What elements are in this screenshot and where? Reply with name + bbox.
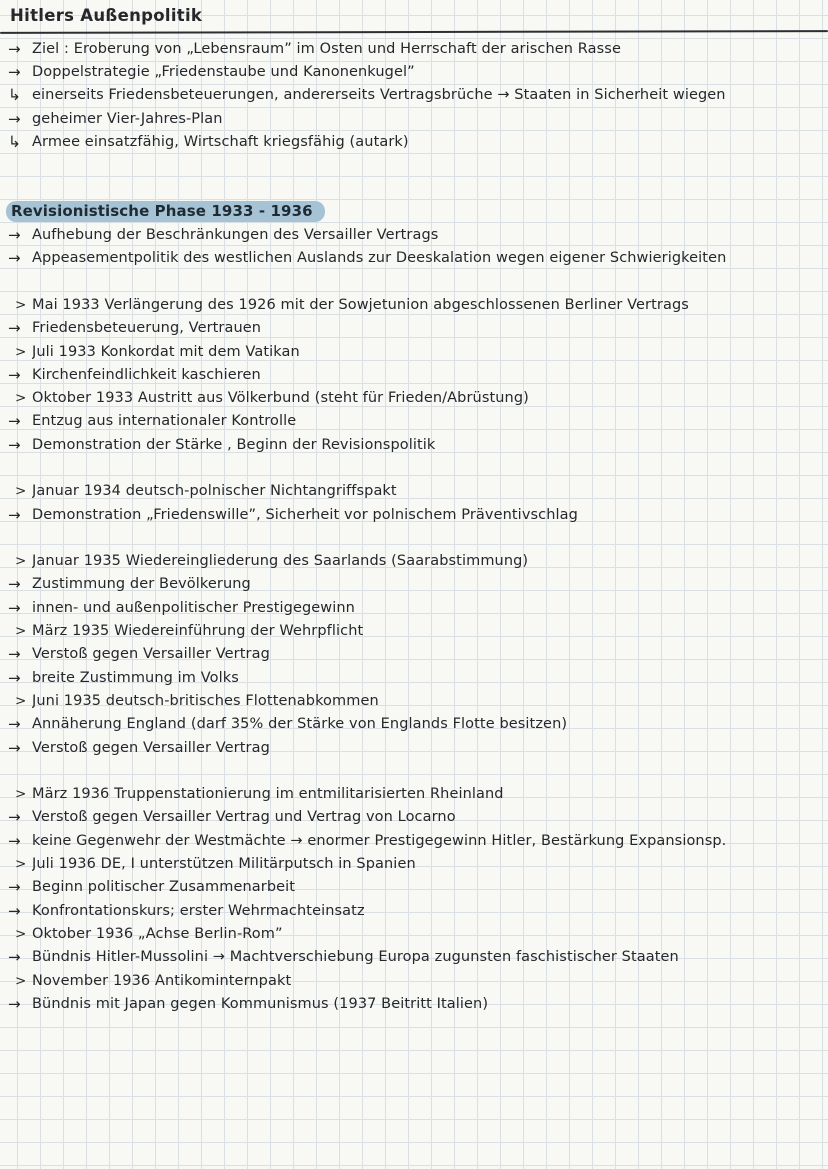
line-text: Mai 1933 Verlängerung des 1926 mit der Sowjetunion abgeschlossenen Berliner Vertrags <box>32 296 689 313</box>
section-heading <box>8 200 826 223</box>
arrow-marker: → <box>8 575 21 594</box>
arrow-marker: → <box>8 435 21 454</box>
line-text: Juni 1935 deutsch-britisches Flottenabkommen <box>32 692 379 709</box>
note-line <box>8 550 826 573</box>
note-line <box>8 992 826 1015</box>
line-text: Verstoß gegen Versailler Vertrag <box>32 646 270 663</box>
arrow-marker: → <box>8 249 21 268</box>
note-line <box>8 969 826 992</box>
event-marker: > <box>15 390 27 407</box>
note-line <box>8 713 826 736</box>
note-line <box>8 410 826 433</box>
note-line <box>8 433 826 456</box>
arrow-marker: → <box>8 715 21 734</box>
arrow-marker: → <box>8 598 21 617</box>
arrow-marker: → <box>8 412 21 431</box>
arrow-marker: → <box>8 365 21 384</box>
line-text: Entzug aus internationaler Kontrolle <box>32 413 297 430</box>
note-line <box>8 573 826 596</box>
event-marker: > <box>15 296 27 313</box>
note-line <box>8 60 826 83</box>
event-marker: > <box>15 483 27 500</box>
note-line <box>8 922 826 945</box>
blank-line <box>8 456 826 479</box>
note-line <box>8 596 826 619</box>
note-line <box>8 317 826 340</box>
arrow-marker: → <box>8 948 21 967</box>
arrow-marker: → <box>8 109 21 128</box>
note-line <box>8 223 826 246</box>
note-line <box>8 852 826 875</box>
line-text: Bündnis Hitler-Mussolini → Machtverschiebung Europa zugunsten faschistischer Staaten <box>32 949 679 966</box>
event-marker: > <box>15 692 27 709</box>
line-text: Ziel : Eroberung von „Lebensraum” im Osten und Herrschaft der arischen Rasse <box>32 40 621 57</box>
note-line <box>8 293 826 316</box>
note-line <box>8 107 826 130</box>
note-line <box>8 386 826 409</box>
line-text: Armee einsatzfähig, Wirtschaft kriegsfähig (autark) <box>32 133 409 150</box>
note-line <box>8 480 826 503</box>
note-lines <box>8 37 826 1015</box>
note-line <box>8 689 826 712</box>
note-line <box>8 619 826 642</box>
line-text: Demonstration der Stärke , Beginn der Revisionspolitik <box>32 436 436 453</box>
note-line <box>8 946 826 969</box>
arrow-marker: → <box>8 505 21 524</box>
arrow-marker: → <box>8 226 21 245</box>
arrow-marker: → <box>8 994 21 1013</box>
line-text: innen- und außenpolitischer Prestigegewinn <box>32 599 355 616</box>
arrow-marker: → <box>8 901 21 920</box>
note-line <box>8 899 826 922</box>
heading-text: Revisionistische Phase 1933 - 1936 <box>6 201 325 222</box>
event-marker: > <box>15 343 27 360</box>
line-text: Konfrontationskurs; erster Wehrmachteinsatz <box>32 902 365 919</box>
event-marker: > <box>15 972 27 989</box>
line-text: Beginn politischer Zusammenarbeit <box>32 879 296 896</box>
arrow-marker: → <box>8 62 21 81</box>
blank-line <box>8 153 826 176</box>
line-text: Annäherung England (darf 35% der Stärke von Englands Flotte besitzen) <box>32 716 568 733</box>
blank-line <box>8 526 826 549</box>
sub-arrow-marker: ↳ <box>8 132 22 151</box>
event-marker: > <box>15 553 27 570</box>
event-marker: > <box>15 925 27 942</box>
note-line <box>8 503 826 526</box>
note-line <box>8 736 826 759</box>
line-text: Doppelstrategie „Friedenstaube und Kanonenkugel” <box>32 63 415 80</box>
note-line <box>8 340 826 363</box>
note-line <box>8 130 826 153</box>
line-text: geheimer Vier-Jahres-Plan <box>32 110 223 127</box>
note-line <box>8 806 826 829</box>
blank-line <box>8 177 826 200</box>
line-text: Verstoß gegen Versailler Vertrag <box>32 739 270 756</box>
note-line <box>8 783 826 806</box>
line-text: Friedensbeteuerung, Vertrauen <box>32 320 262 337</box>
line-text: Oktober 1936 „Achse Berlin-Rom” <box>32 925 283 942</box>
line-text: Aufhebung der Beschränkungen des Versailler Vertrags <box>32 227 439 244</box>
line-text: November 1936 Antikominternpakt <box>32 972 292 989</box>
arrow-marker: → <box>8 668 21 687</box>
note-line <box>8 666 826 689</box>
line-text: Juli 1933 Konkordat mit dem Vatikan <box>32 343 300 360</box>
note-line <box>8 84 826 107</box>
line-text: Demonstration „Friedenswille”, Sicherheit vor polnischem Präventivschlag <box>32 506 578 523</box>
line-text: einerseits Friedensbeteuerungen, andererseits Vertragsbrüche → Staaten in Sicherheit wiegen <box>32 87 726 104</box>
note-line <box>8 247 826 270</box>
line-text: Bündnis mit Japan gegen Kommunismus (1937 Beitritt Italien) <box>32 995 489 1012</box>
line-text: Januar 1934 deutsch-polnischer Nichtangriffspakt <box>32 483 397 500</box>
line-text: Januar 1935 Wiedereingliederung des Saarlands (Saarabstimmung) <box>32 553 529 570</box>
blank-line <box>8 270 826 293</box>
line-text: Oktober 1933 Austritt aus Völkerbund (steht für Frieden/Abrüstung) <box>32 390 529 407</box>
title-underline <box>0 30 828 34</box>
line-text: keine Gegenwehr der Westmächte → enormer Prestigegewinn Hitler, Bestärkung Expansionsp. <box>32 832 727 849</box>
line-text: Zustimmung der Bevölkerung <box>32 576 251 593</box>
sub-arrow-marker: ↳ <box>8 86 22 105</box>
note-line <box>8 876 826 899</box>
arrow-marker: → <box>8 878 21 897</box>
arrow-marker: → <box>8 738 21 757</box>
arrow-marker: → <box>8 39 21 58</box>
note-line <box>8 829 826 852</box>
arrow-marker: → <box>8 645 21 664</box>
line-text: Kirchenfeindlichkeit kaschieren <box>32 366 261 383</box>
note-line <box>8 643 826 666</box>
note-line <box>8 37 826 60</box>
arrow-marker: → <box>8 808 21 827</box>
event-marker: > <box>15 786 27 803</box>
line-text: Juli 1936 DE, I unterstützen Militärputsch in Spanien <box>32 856 416 873</box>
line-text: März 1935 Wiedereinführung der Wehrpflicht <box>32 623 364 640</box>
line-text: Appeasementpolitik des westlichen Auslands zur Deeskalation wegen eigener Schwierigkeiten <box>32 250 727 267</box>
line-text: Verstoß gegen Versailler Vertrag und Vertrag von Locarno <box>32 809 456 826</box>
event-marker: > <box>15 623 27 640</box>
page-title: Hitlers Außenpolitik <box>10 6 203 25</box>
event-marker: > <box>15 856 27 873</box>
arrow-marker: → <box>8 319 21 338</box>
arrow-marker: → <box>8 831 21 850</box>
blank-line <box>8 759 826 782</box>
note-line <box>8 363 826 386</box>
line-text: breite Zustimmung im Volks <box>32 669 239 686</box>
line-text: März 1936 Truppenstationierung im entmilitarisierten Rheinland <box>32 786 504 803</box>
